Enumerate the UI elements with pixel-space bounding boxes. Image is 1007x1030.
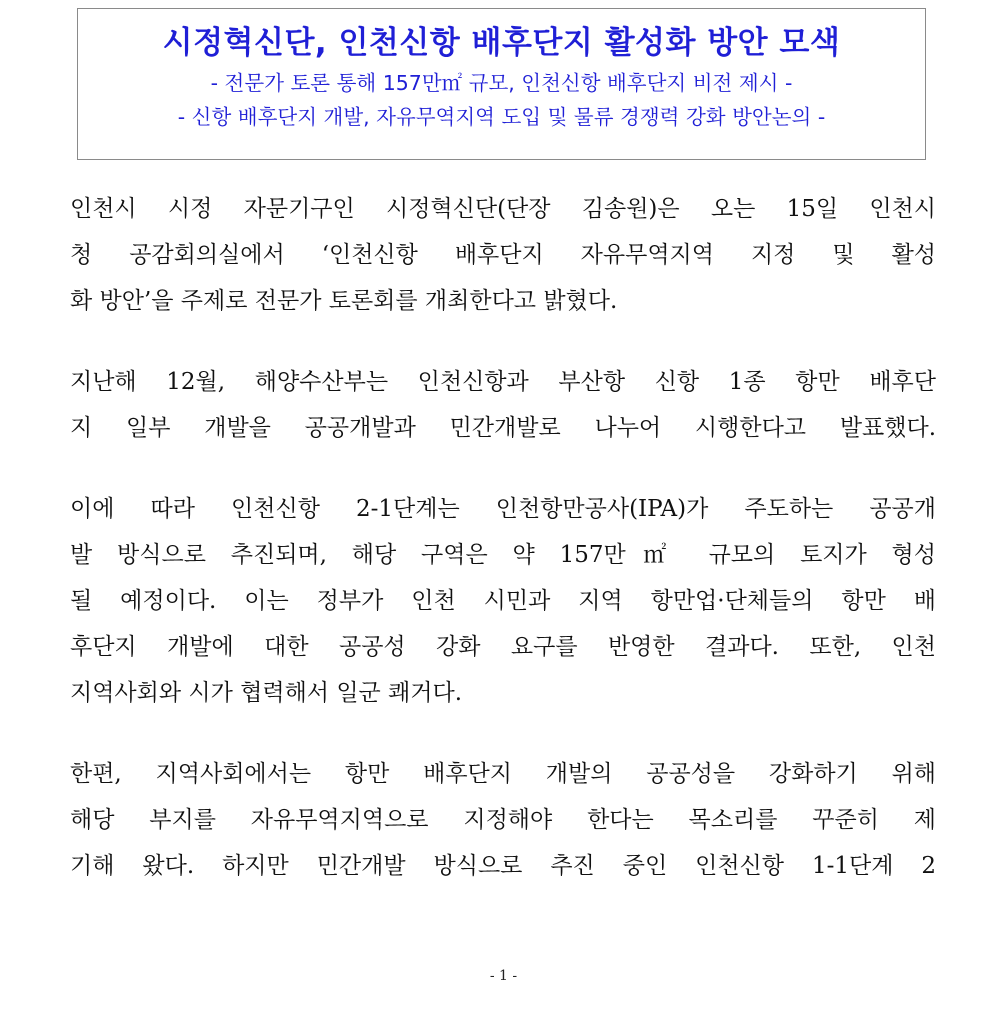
text-line: 될 예정이다. 이는 정부가 인천 시민과 지역 항만업·단체들의 항만 배 bbox=[70, 588, 936, 614]
paragraph-2 bbox=[70, 359, 936, 451]
paragraph-3 bbox=[70, 486, 936, 716]
text-line: 기해 왔다. 하지만 민간개발 방식으로 추진 중인 인천신항 1-1단계 2 bbox=[70, 853, 936, 879]
text-line: 인천시 시정 자문기구인 시정혁신단(단장 김송원)은 오는 15일 인천시 bbox=[70, 196, 936, 222]
title-box bbox=[77, 8, 926, 160]
headline: 시정혁신단, 인천신항 배후단지 활성화 방안 모색 bbox=[162, 25, 841, 61]
paragraph-4 bbox=[70, 751, 936, 889]
text-line: 이에 따라 인천신항 2-1단계는 인천항만공사(IPA)가 주도하는 공공개 bbox=[70, 496, 936, 522]
page-number: - 1 - bbox=[489, 968, 518, 984]
text-line: 화 방안’을 주제로 전문가 토론회를 개최한다고 밝혔다. bbox=[70, 288, 618, 314]
text-line: 지역사회와 시가 협력해서 일군 쾌거다. bbox=[70, 680, 463, 706]
text-line: 지난해 12월, 해양수산부는 인천신항과 부산항 신항 1종 항만 배후단 bbox=[70, 369, 936, 395]
subtitle-1: - 전문가 토론 통해 157만㎡ 규모, 인천신항 배후단지 비전 제시 - bbox=[210, 71, 793, 95]
text-line: 지 일부 개발을 공공개발과 민간개발로 나누어 시행한다고 발표했다. bbox=[70, 415, 936, 441]
subtitle-2: - 신항 배후단지 개발, 자유무역지역 도입 및 물류 경쟁력 강화 방안논의 - bbox=[177, 105, 826, 129]
text-line: 해당 부지를 자유무역지역으로 지정해야 한다는 목소리를 꾸준히 제 bbox=[70, 807, 936, 833]
paragraph-1 bbox=[70, 186, 936, 324]
text-line: 청 공감회의실에서 ‘인천신항 배후단지 자유무역지역 지정 및 활성 bbox=[70, 242, 936, 268]
text-line: 발 방식으로 추진되며, 해당 구역은 약 157만㎡ 규모의 토지가 형성 bbox=[70, 542, 936, 568]
text-line: 한편, 지역사회에서는 항만 배후단지 개발의 공공성을 강화하기 위해 bbox=[70, 761, 936, 787]
article-body bbox=[70, 186, 936, 924]
text-line: 후단지 개발에 대한 공공성 강화 요구를 반영한 결과다. 또한, 인천 bbox=[70, 634, 936, 660]
